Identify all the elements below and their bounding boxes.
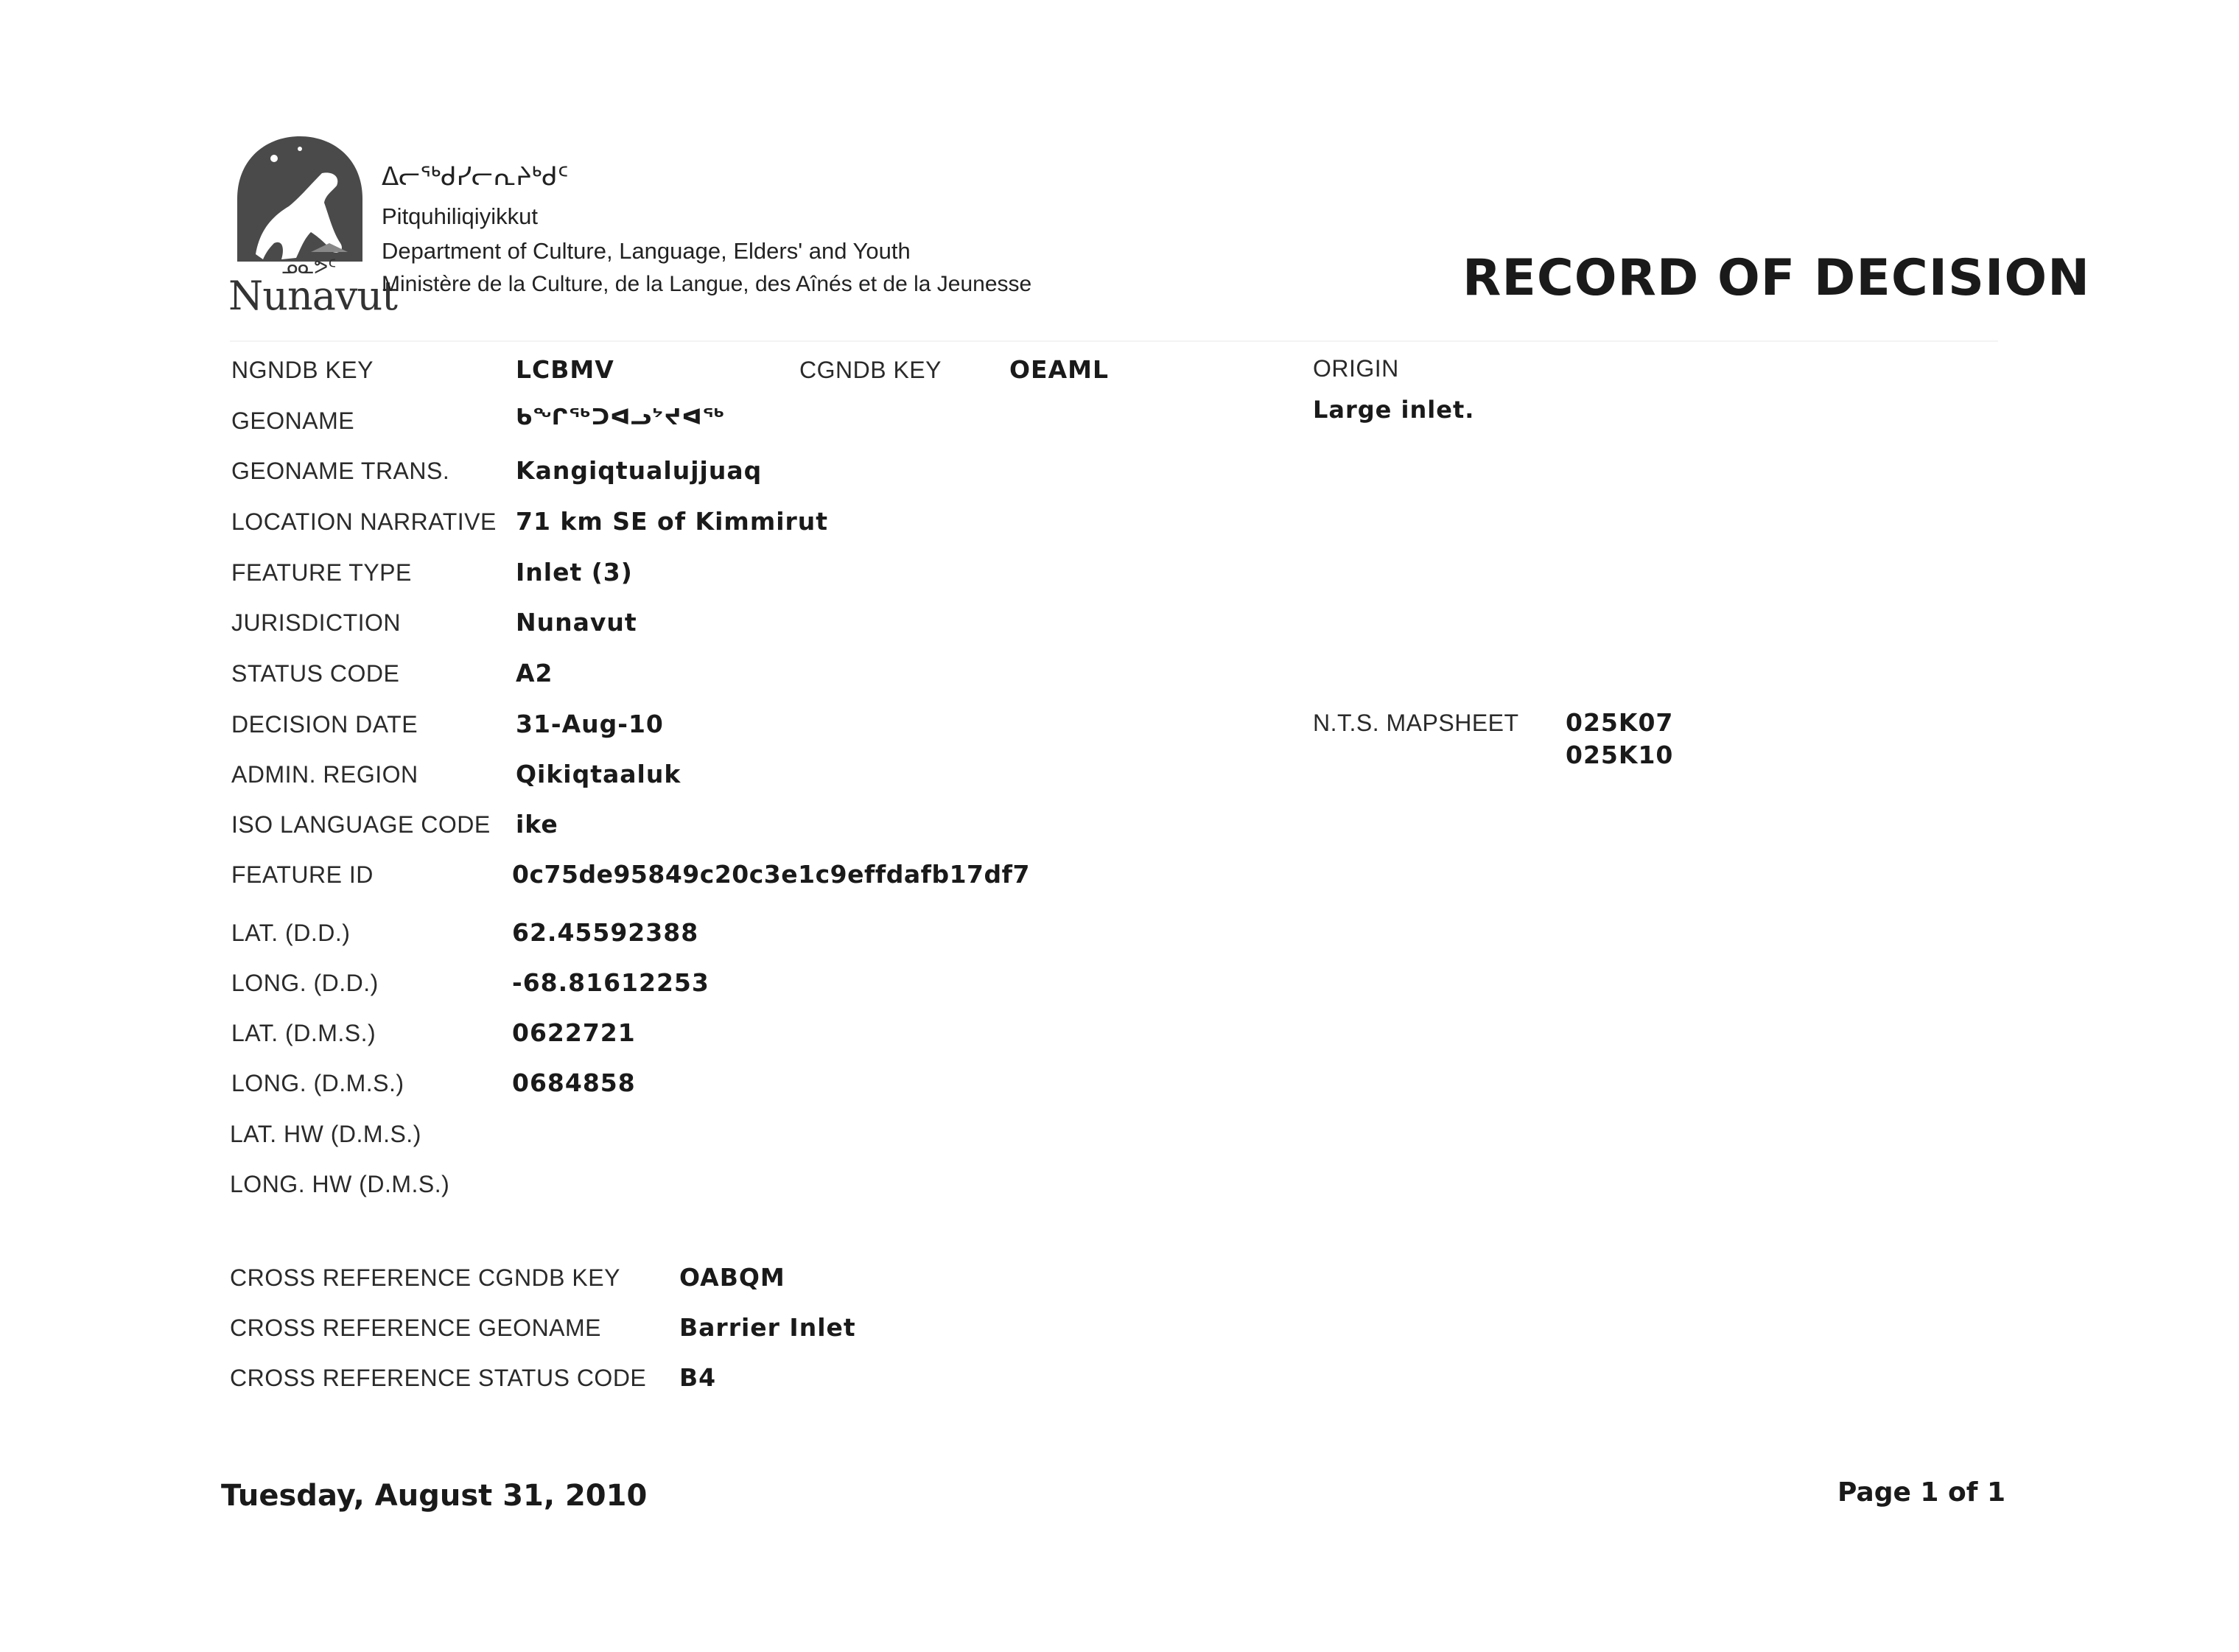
nunavut-logo [228, 133, 397, 319]
footer-date: Tuesday, August 31, 2010 [221, 1479, 648, 1513]
iso-language-code-label: ISO LANGUAGE CODE [231, 811, 491, 838]
xref-status-code-value: B4 [679, 1363, 717, 1392]
xref-cgndb-key-value: OABQM [679, 1263, 785, 1292]
admin-region-label: ADMIN. REGION [231, 761, 418, 788]
origin-label: ORIGIN [1313, 355, 1399, 382]
dept-french-name: Ministère de la Culture, de la Langue, des Aînés et de la Jeunesse [382, 272, 1032, 296]
feature-type-value: Inlet (3) [516, 558, 633, 587]
admin-region-value: Qikiqtaaluk [516, 760, 681, 788]
long-dms-label: LONG. (D.M.S.) [231, 1070, 404, 1096]
decision-date-value: 31-Aug-10 [516, 710, 664, 738]
logo-syllabics: ᓄᓇᕗᑦ [281, 256, 337, 279]
origin-value: Large inlet. [1313, 396, 1475, 424]
long-dms-value: 0684858 [512, 1068, 636, 1097]
ngndb-key-label: NGNDB KEY [231, 357, 374, 383]
dept-syllabics: ᐃᓕᖅᑯᓯᓕᕆᔨᒃᑯᑦ [382, 163, 569, 191]
decision-date-label: DECISION DATE [231, 711, 418, 738]
lat-dd-value: 62.45592388 [512, 918, 699, 947]
lat-dms-label: LAT. (D.M.S.) [231, 1020, 376, 1046]
lat-dms-value: 0622721 [512, 1018, 636, 1047]
feature-type-label: FEATURE TYPE [231, 559, 412, 586]
long-dd-value: -68.81612253 [512, 968, 709, 997]
geoname-value: ᑲᖏᖅᑐᐊᓗᔾᔪᐊᖅ [516, 405, 726, 430]
status-code-label: STATUS CODE [231, 660, 400, 687]
logo-wordmark: Nunavut [228, 273, 397, 319]
geoname-trans-value: Kangiqtualujjuaq [516, 456, 763, 485]
cgndb-key-value: OEAML [1009, 355, 1110, 384]
dept-inuktitut-name: Pitquhiliqiyikkut [382, 203, 538, 229]
jurisdiction-value: Nunavut [516, 608, 637, 637]
xref-status-code-label: CROSS REFERENCE STATUS CODE [230, 1365, 647, 1391]
ngndb-key-value: LCBMV [516, 355, 614, 384]
header-divider [230, 340, 1998, 342]
xref-geoname-value: Barrier Inlet [679, 1313, 856, 1342]
lat-hw-dms-label: LAT. HW (D.M.S.) [230, 1121, 421, 1147]
feature-id-label: FEATURE ID [231, 861, 374, 888]
cgndb-key-label: CGNDB KEY [799, 357, 942, 383]
nts-mapsheet-label: N.T.S. MAPSHEET [1313, 710, 1519, 736]
long-dd-label: LONG. (D.D.) [231, 970, 379, 996]
geoname-trans-label: GEONAME TRANS. [231, 458, 450, 484]
location-narrative-value: 71 km SE of Kimmirut [516, 507, 829, 536]
status-code-value: A2 [516, 659, 553, 687]
nts-mapsheet-value-1: 025K07 [1566, 708, 1674, 737]
long-hw-dms-label: LONG. HW (D.M.S.) [230, 1171, 450, 1197]
geoname-label: GEONAME [231, 407, 355, 434]
nts-mapsheet-value-2: 025K10 [1566, 741, 1674, 769]
feature-id-value: 0c75de95849c20c3e1c9effdafb17df7 [512, 860, 1030, 889]
xref-geoname-label: CROSS REFERENCE GEONAME [230, 1315, 602, 1341]
iso-language-code-value: ike [516, 810, 558, 839]
jurisdiction-label: JURISDICTION [231, 609, 401, 636]
page-title: RECORD OF DECISION [1462, 249, 2091, 307]
location-narrative-label: LOCATION NARRATIVE [231, 508, 497, 535]
footer-page-number: Page 1 of 1 [1837, 1477, 2005, 1508]
xref-cgndb-key-label: CROSS REFERENCE CGNDB KEY [230, 1264, 620, 1291]
lat-dd-label: LAT. (D.D.) [231, 920, 351, 946]
dept-english-name: Department of Culture, Language, Elders' and Youth [382, 238, 911, 264]
